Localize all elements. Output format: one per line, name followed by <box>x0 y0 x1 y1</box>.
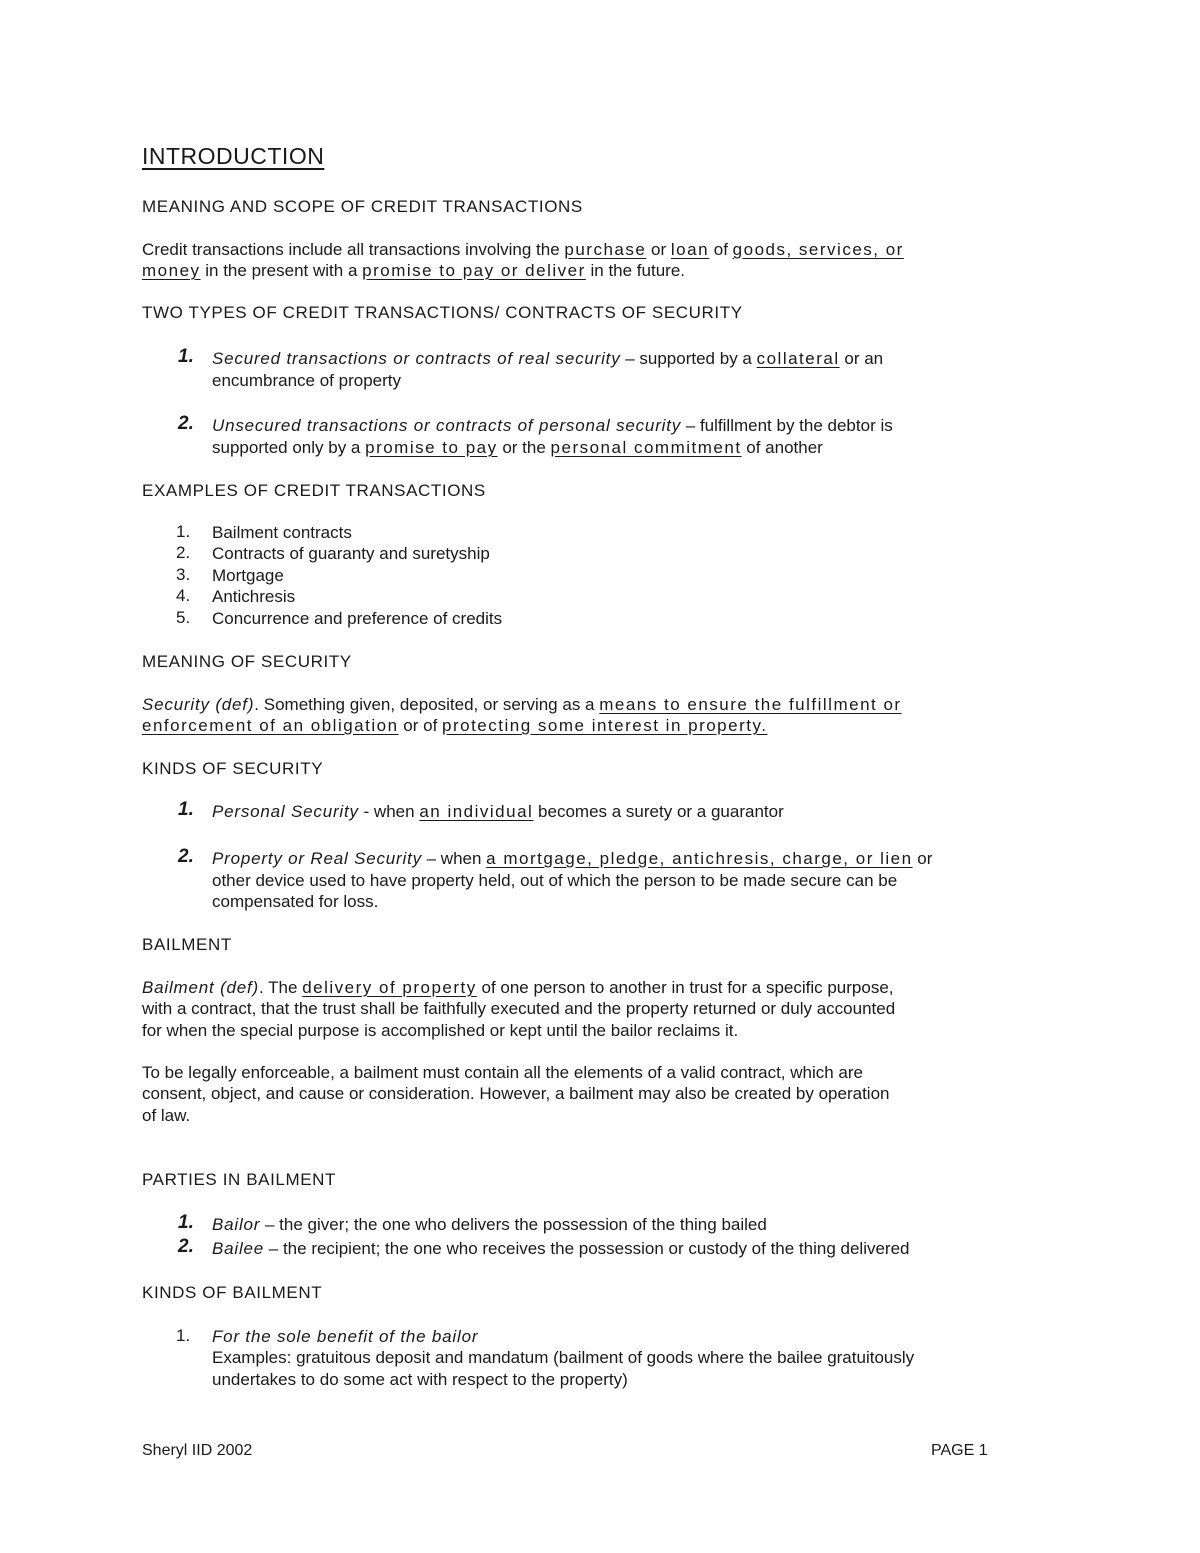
list-number: 4. <box>176 586 191 605</box>
heading-examples: EXAMPLES OF CREDIT TRANSACTIONS <box>142 481 486 500</box>
paragraph-credit-line-1: Credit transactions include all transactions involving the purchase or loan of goods, services, or <box>142 240 904 259</box>
paragraph-bailment-line-3: for when the special purpose is accomplished or kept until the bailor reclaims it. <box>142 1021 739 1040</box>
paragraph-bailment-line-1: Bailment (def). The delivery of property of one person to another in trust for a specific purpose, <box>142 978 894 997</box>
list-item-bailor: Bailor – the giver; the one who delivers the possession of the thing bailed <box>212 1215 767 1234</box>
list-number: 2. <box>178 846 194 867</box>
list-number: 1. <box>176 522 191 541</box>
heading-parties: PARTIES IN BAILMENT <box>142 1170 337 1189</box>
list-number: 3. <box>176 565 191 584</box>
list-number: 1. <box>178 799 194 820</box>
paragraph-enforceable-line-1: To be legally enforceable, a bailment must contain all the elements of a valid contract, which are <box>142 1063 864 1082</box>
list-number: 2. <box>178 413 194 434</box>
list-item-unsecured: Unsecured transactions or contracts of personal security – fulfillment by the debtor is <box>212 416 893 435</box>
list-item: Concurrence and preference of credits <box>212 609 503 628</box>
list-item-examples-line-2: undertakes to do some act with respect to the property) <box>212 1370 628 1389</box>
list-number: 2. <box>178 1236 194 1257</box>
paragraph-credit-line-2: money in the present with a promise to pay or deliver in the future. <box>142 261 685 280</box>
page-title: INTRODUCTION <box>142 143 325 169</box>
paragraph-security-line-2: enforcement of an obligation or of protecting some interest in property. <box>142 716 768 735</box>
heading-kinds-security: KINDS OF SECURITY <box>142 759 324 778</box>
list-item-real-security: Property or Real Security – when a mortgage, pledge, antichresis, charge, or lien or <box>212 849 933 868</box>
paragraph-enforceable-line-3: of law. <box>142 1106 191 1125</box>
list-item-real-security-cont: other device used to have property held, out of which the person to be made secure can be <box>212 871 898 890</box>
list-item: Antichresis <box>212 587 296 606</box>
list-number: 5. <box>176 608 191 627</box>
list-item-sole-benefit: For the sole benefit of the bailor <box>212 1327 479 1346</box>
list-number: 1. <box>176 1326 191 1345</box>
paragraph-security-line-1: Security (def). Something given, deposited, or serving as a means to ensure the fulfillment or <box>142 695 902 714</box>
list-item-real-security-cont: compensated for loss. <box>212 892 379 911</box>
list-item-bailee: Bailee – the recipient; the one who receives the possession or custody of the thing delivered <box>212 1239 910 1258</box>
list-item: Bailment contracts <box>212 523 352 542</box>
list-number: 1. <box>178 346 194 367</box>
footer-author: Sheryl IID 2002 <box>142 1442 253 1459</box>
footer-page-number: PAGE 1 <box>931 1442 988 1459</box>
list-item-examples-line-1: Examples: gratuitous deposit and mandatum (bailment of goods where the bailee gratuitously <box>212 1348 915 1367</box>
list-item: Mortgage <box>212 566 284 585</box>
paragraph-bailment-line-2: with a contract, that the trust shall be faithfully executed and the property returned or duly accounted <box>142 999 896 1018</box>
list-item-secured-cont: encumbrance of property <box>212 371 401 390</box>
list-item-personal-security: Personal Security - when an individual becomes a surety or a guarantor <box>212 802 784 821</box>
list-item-secured: Secured transactions or contracts of real security – supported by a collateral or an <box>212 349 884 368</box>
list-number: 2. <box>176 543 191 562</box>
paragraph-enforceable-line-2: consent, object, and cause or consideration. However, a bailment may also be created by operation <box>142 1084 890 1103</box>
heading-kinds-bailment: KINDS OF BAILMENT <box>142 1283 323 1302</box>
list-number: 1. <box>178 1212 194 1233</box>
list-item: Contracts of guaranty and suretyship <box>212 544 490 563</box>
heading-meaning-scope: MEANING AND SCOPE OF CREDIT TRANSACTIONS <box>142 197 583 216</box>
list-item-unsecured-cont: supported only by a promise to pay or the personal commitment of another <box>212 438 823 457</box>
heading-bailment: BAILMENT <box>142 935 232 954</box>
heading-meaning-security: MEANING OF SECURITY <box>142 652 352 671</box>
heading-two-types: TWO TYPES OF CREDIT TRANSACTIONS/ CONTRACTS OF SECURITY <box>142 303 743 322</box>
